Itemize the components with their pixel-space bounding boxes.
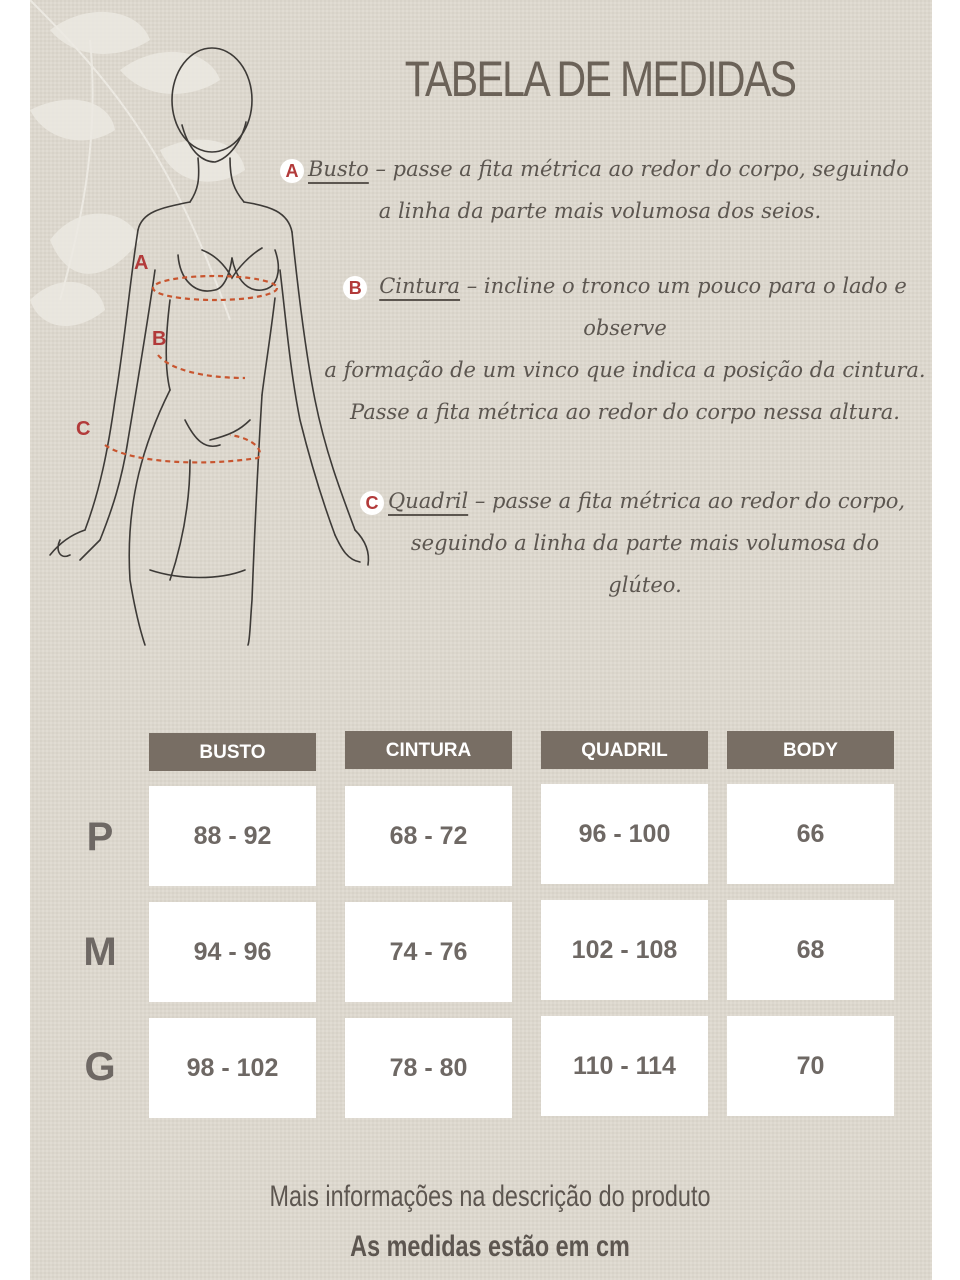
cintura-line3: a formação de um vinco que indica a posição da cintura. xyxy=(324,358,926,382)
header-busto: BUSTO xyxy=(149,733,316,771)
table-cell: 74 - 76 xyxy=(345,902,512,1002)
header-cintura: CINTURA xyxy=(345,731,512,769)
table-cell: 68 - 72 xyxy=(345,786,512,886)
table-cell: 78 - 80 xyxy=(345,1018,512,1118)
table-cell: 88 - 92 xyxy=(149,786,316,886)
cintura-line1: – incline o tronco um pouco para o lado e xyxy=(460,274,907,298)
header-quadril: QUADRIL xyxy=(541,731,708,769)
table-cell: 110 - 114 xyxy=(541,1016,708,1116)
page-title: TABELA DE MEDIDAS xyxy=(404,51,796,107)
table-cell: 70 xyxy=(727,1016,894,1116)
term-quadril: Quadril xyxy=(388,489,469,513)
footer-more-info: Mais informações na descrição do produto xyxy=(269,1180,711,1213)
table-cell: 94 - 96 xyxy=(149,902,316,1002)
term-cintura: Cintura xyxy=(379,274,461,298)
instruction-busto xyxy=(280,148,920,232)
figure-label-b: B xyxy=(152,328,167,350)
size-label-g: G xyxy=(84,1045,116,1089)
term-busto: Busto xyxy=(308,157,369,181)
table-cell: 68 xyxy=(727,900,894,1000)
cintura-line4: Passe a fita métrica ao redor do corpo nessa altura. xyxy=(350,400,900,424)
footer-units-note: As medidas estão em cm xyxy=(350,1230,630,1263)
size-label-p: P xyxy=(86,815,114,859)
badge-a: A xyxy=(280,159,304,183)
size-chart-page xyxy=(30,0,932,1280)
table-cell: 66 xyxy=(727,784,894,884)
instruction-quadril xyxy=(360,480,930,606)
table-cell: 98 - 102 xyxy=(149,1018,316,1118)
size-label-m: M xyxy=(83,930,117,974)
figure-label-c: C xyxy=(76,418,91,440)
quadril-line2: seguindo a linha da parte mais volumosa do xyxy=(410,531,880,555)
figure-label-a: A xyxy=(134,252,149,274)
header-body: BODY xyxy=(727,731,894,769)
table-cell: 96 - 100 xyxy=(541,784,708,884)
badge-b: B xyxy=(343,276,367,300)
badge-c: C xyxy=(360,491,384,515)
table-cell: 102 - 108 xyxy=(541,900,708,1000)
quadril-line1: – passe a fita métrica ao redor do corpo, xyxy=(468,489,906,513)
busto-line2: a linha da parte mais volumosa dos seios. xyxy=(378,199,822,223)
busto-line1: – passe a fita métrica ao redor do corpo, seguindo xyxy=(368,157,909,181)
quadril-line3: glúteo. xyxy=(608,573,682,597)
instruction-cintura xyxy=(320,265,930,433)
cintura-line2: observe xyxy=(583,316,667,340)
